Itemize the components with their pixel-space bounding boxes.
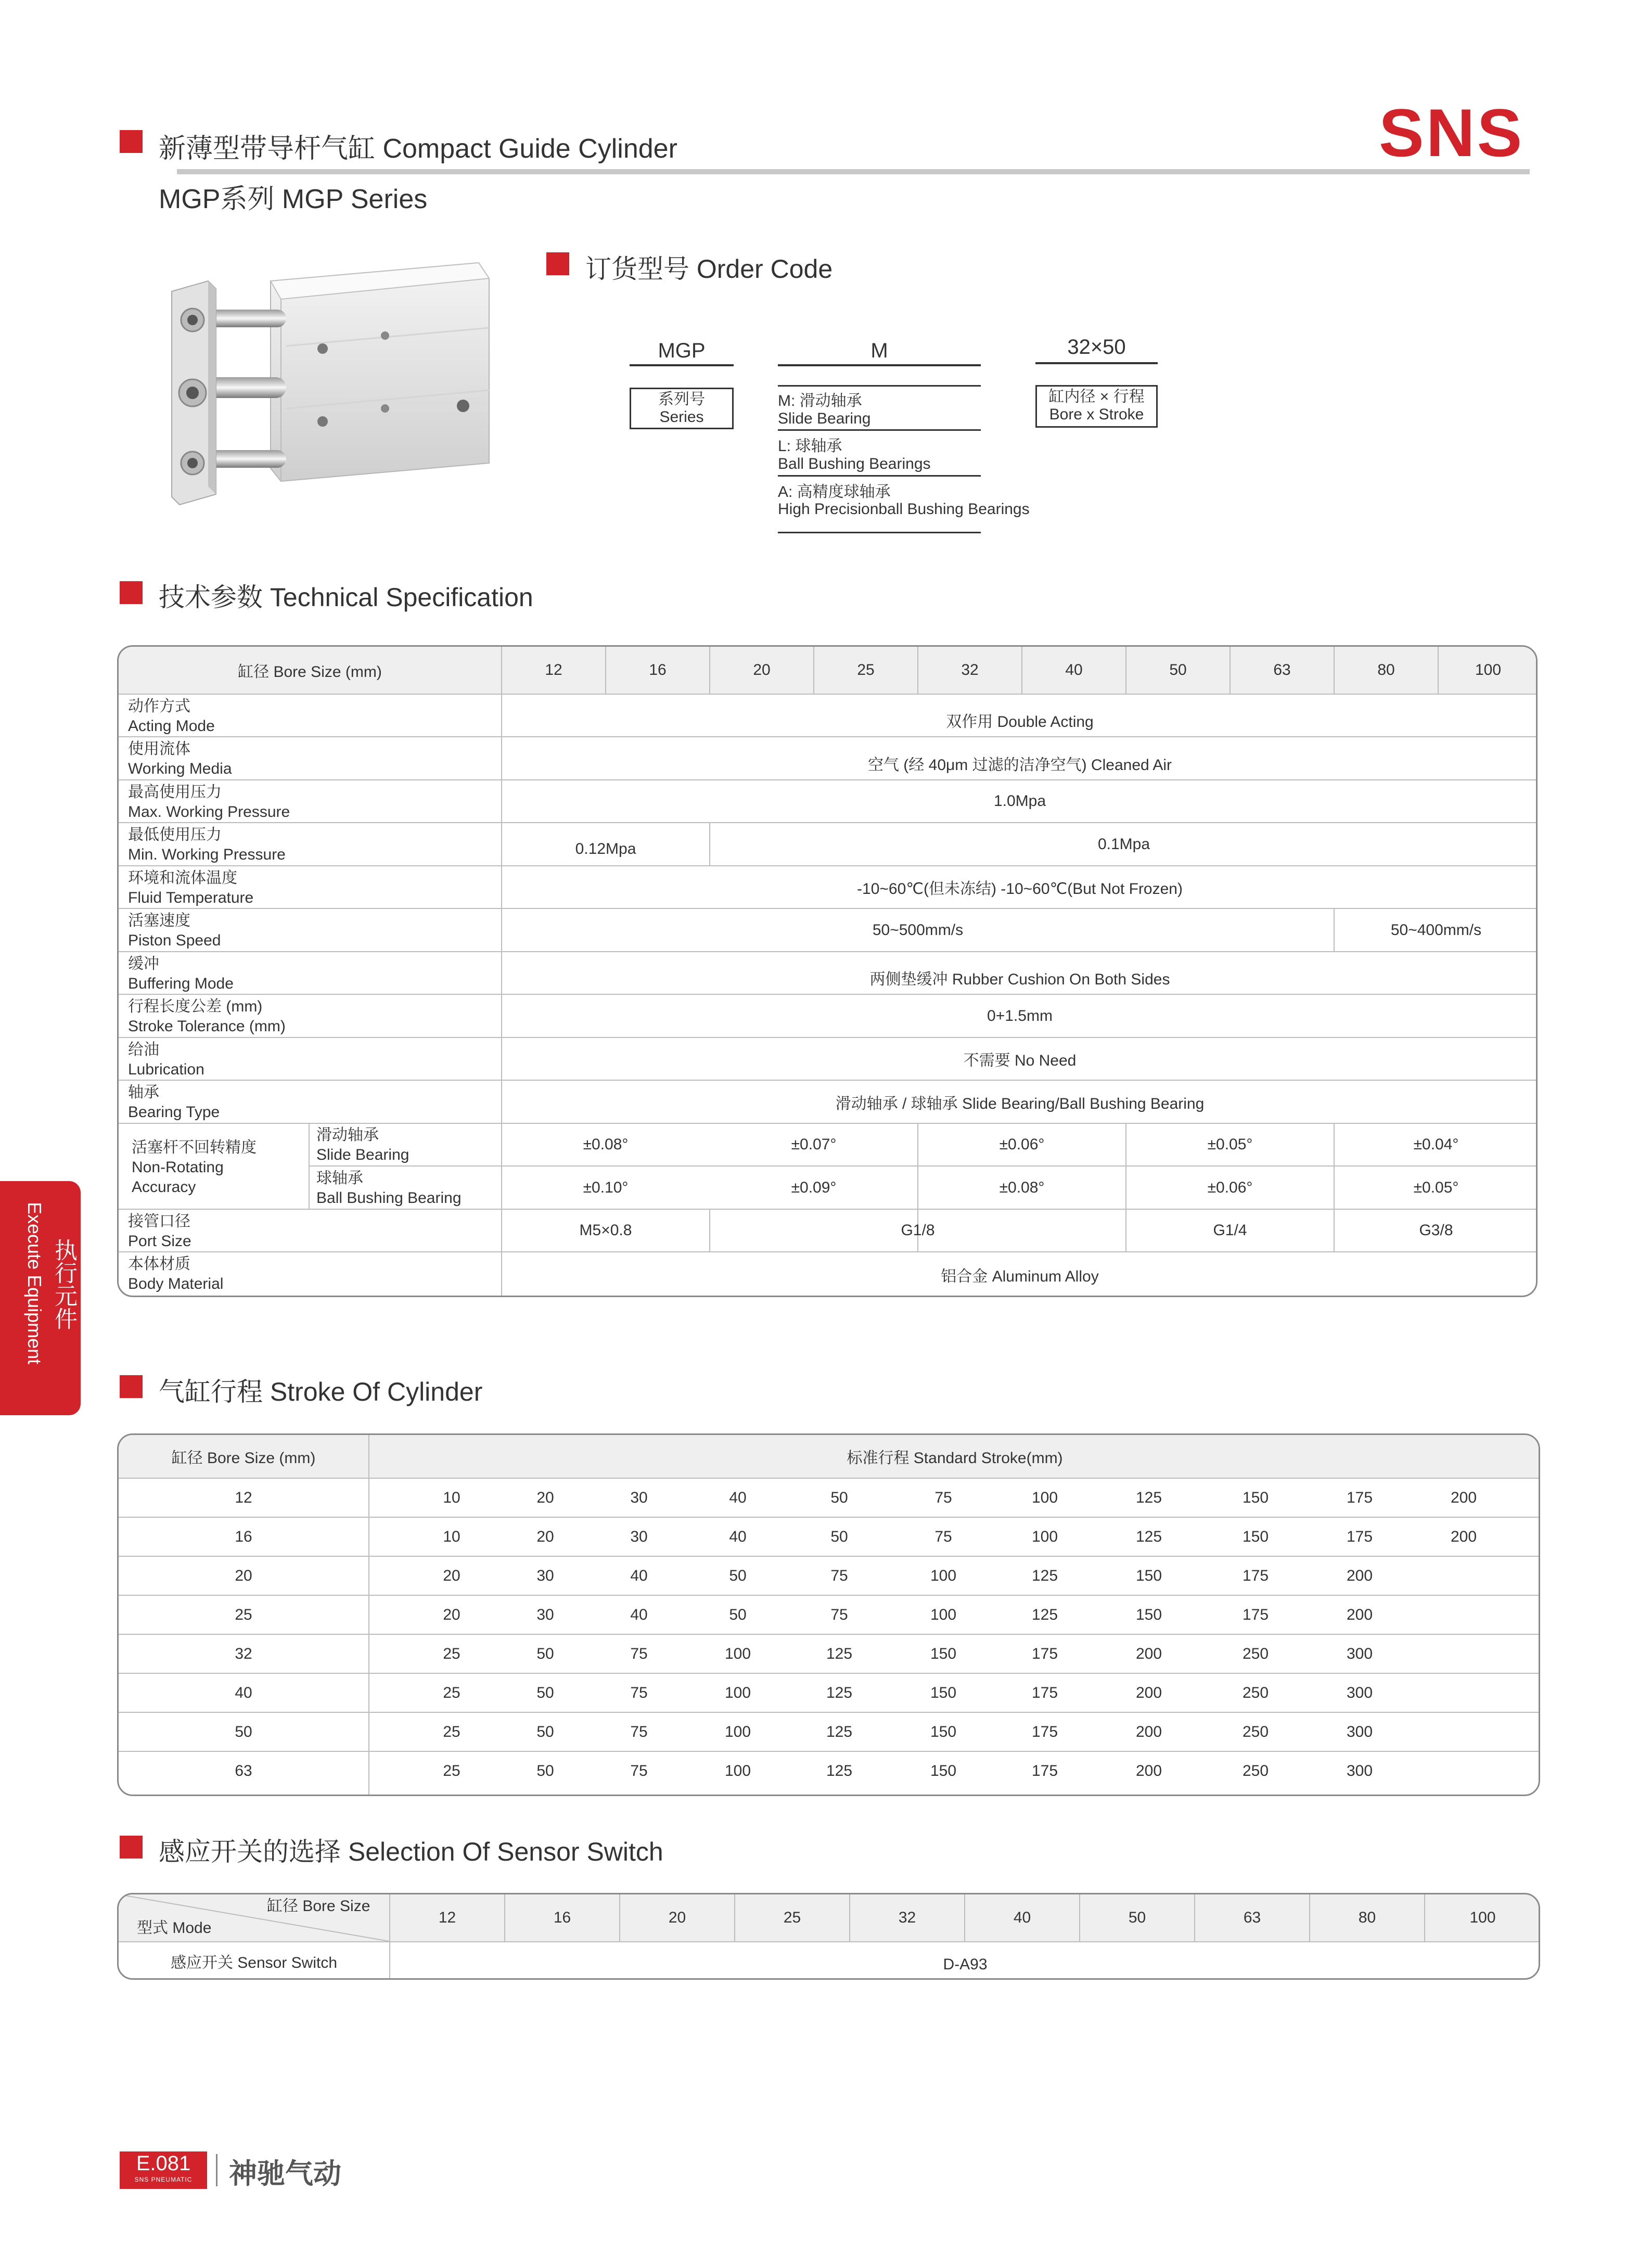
stroke-value-cell xyxy=(1422,1557,1505,1595)
stroke-tolerance-value: 0+1.5mm xyxy=(987,1007,1053,1024)
order-code-underline xyxy=(1035,362,1158,364)
stroke-value-cell: 125 xyxy=(1031,1606,1058,1623)
stroke-value-cell: 100 xyxy=(1031,1528,1058,1545)
stroke-value-cell: 25 xyxy=(443,1645,460,1662)
stroke-value-cell: 20 xyxy=(536,1489,554,1506)
stroke-value-cell: 40 xyxy=(630,1567,648,1584)
stroke-value-cell: 30 xyxy=(630,1528,648,1545)
bore-size-cell: 100 xyxy=(1475,661,1502,678)
stroke-value-cell: 75 xyxy=(934,1528,952,1545)
stroke-value-cell: 125 xyxy=(1135,1489,1162,1506)
grid-line xyxy=(709,647,710,694)
stroke-value-cell: 50 xyxy=(536,1684,554,1701)
working-media-value: 空气 (经 40μm 过滤的洁净空气) Cleaned Air xyxy=(867,756,1172,774)
bore-size-header: 缸径 Bore Size (mm) xyxy=(238,663,382,681)
brand-logo: SNS xyxy=(1379,95,1525,171)
grid-line xyxy=(1309,1894,1310,1941)
footer-brand: 神驰气动 xyxy=(229,2158,341,2189)
stroke-value-cell: 200 xyxy=(1135,1762,1162,1779)
min-pressure-value: 0.1Mpa xyxy=(1097,835,1150,853)
grid-line xyxy=(1125,647,1126,694)
stroke-value-cell: 25 xyxy=(443,1762,460,1779)
temperature-value: -10~60℃(但未冻结) -10~60℃(But Not Frozen) xyxy=(857,880,1183,898)
order-code-underline xyxy=(630,364,734,366)
stroke-bore-cell: 25 xyxy=(235,1606,252,1623)
section-marker-icon xyxy=(120,1836,143,1859)
stroke-value-cell: 75 xyxy=(630,1684,648,1701)
order-code-title: 订货型号 Order Code xyxy=(585,254,833,284)
stroke-value-cell: 150 xyxy=(1242,1489,1269,1506)
stroke-value-cell: 100 xyxy=(724,1684,751,1701)
bore-size-cell: 20 xyxy=(668,1909,686,1926)
stroke-value-cell: 200 xyxy=(1346,1606,1373,1623)
footer-divider xyxy=(216,2154,217,2186)
section-marker-icon xyxy=(546,252,569,275)
stroke-value-cell xyxy=(1422,1752,1505,1790)
port-size-cell: G3/8 xyxy=(1419,1222,1453,1239)
grid-line xyxy=(605,647,606,694)
section-marker-icon xyxy=(120,130,143,153)
row-label-cn: 轴承 xyxy=(128,1084,159,1101)
slide-accuracy-cell: ±0.07° xyxy=(791,1136,837,1153)
stroke-value-cell: 175 xyxy=(1346,1489,1373,1506)
stroke-value-cell: 125 xyxy=(1135,1528,1162,1545)
bore-size-cell: 16 xyxy=(649,661,667,678)
stroke-value-cell: 50 xyxy=(830,1528,848,1545)
bore-size-cell: 50 xyxy=(1128,1909,1146,1926)
order-code-underline xyxy=(778,364,981,366)
stroke-title: 气缸行程 Stroke Of Cylinder xyxy=(159,1377,483,1406)
stroke-value-cell: 200 xyxy=(1346,1567,1373,1584)
grid-line xyxy=(309,1123,310,1209)
stroke-value-cell: 30 xyxy=(536,1606,554,1623)
ball-accuracy-cell: ±0.10° xyxy=(583,1178,629,1196)
size-label-en: Bore x Stroke xyxy=(1049,406,1144,423)
bore-size-cell: 100 xyxy=(1469,1909,1496,1926)
stroke-value-cell: 75 xyxy=(630,1645,648,1662)
stroke-value-cell: 50 xyxy=(729,1606,747,1623)
grid-line xyxy=(849,1894,850,1941)
stroke-value-cell: 30 xyxy=(630,1489,648,1506)
row-label-en: Buffering Mode xyxy=(128,975,234,992)
stroke-value-cell: 150 xyxy=(930,1723,957,1740)
option-divider xyxy=(778,532,981,533)
stroke-bore-cell: 20 xyxy=(235,1567,252,1584)
bore-size-cell: 63 xyxy=(1273,661,1291,678)
grid-line xyxy=(1194,1894,1195,1941)
option-divider xyxy=(778,429,981,431)
row-label-cn: 本体材质 xyxy=(128,1255,190,1273)
stroke-value-cell: 150 xyxy=(930,1645,957,1662)
stroke-value-cell: 75 xyxy=(830,1606,848,1623)
section-marker-icon xyxy=(120,581,143,604)
page-number-box xyxy=(120,2151,207,2189)
stroke-value-cell: 175 xyxy=(1031,1762,1058,1779)
bore-size-cell: 40 xyxy=(1065,661,1083,678)
port-size-cell: G1/8 xyxy=(901,1222,935,1239)
bore-size-cell: 12 xyxy=(438,1909,456,1926)
stroke-value-cell: 125 xyxy=(826,1645,853,1662)
stroke-bore-cell: 16 xyxy=(235,1528,252,1545)
stroke-value-cell: 75 xyxy=(630,1723,648,1740)
stroke-table xyxy=(117,1433,1540,1796)
side-category-tab xyxy=(0,1181,81,1415)
row-label-cn: 环境和流体温度 xyxy=(128,869,237,887)
stroke-value-cell: 10 xyxy=(443,1528,460,1545)
row-label-en: Max. Working Pressure xyxy=(128,803,290,821)
sensor-title: 感应开关的选择 Selection Of Sensor Switch xyxy=(159,1837,663,1866)
stroke-value-cell: 150 xyxy=(1242,1528,1269,1545)
row-label-en: Non-Rotating xyxy=(132,1159,224,1176)
series-label-en: Series xyxy=(659,408,704,426)
stroke-value-cell: 250 xyxy=(1242,1645,1269,1662)
stroke-value-cell: 100 xyxy=(724,1645,751,1662)
body-material-value: 铝合金 Aluminum Alloy xyxy=(941,1268,1099,1285)
stroke-bore-cell: 63 xyxy=(235,1762,252,1779)
bearing-type-value: 滑动轴承 / 球轴承 Slide Bearing/Ball Bushing Bearing xyxy=(835,1095,1205,1112)
grid-line xyxy=(917,647,918,694)
row-label-cn: 给油 xyxy=(128,1041,159,1058)
stroke-value-cell: 150 xyxy=(1135,1606,1162,1623)
stroke-value-cell: 250 xyxy=(1242,1723,1269,1740)
min-pressure-value: 0.12Mpa xyxy=(575,840,636,857)
stroke-bore-cell: 40 xyxy=(235,1684,252,1701)
sub-label-cn: 球轴承 xyxy=(316,1170,363,1187)
row-label-cn: 动作方式 xyxy=(128,698,190,715)
bearing-option: A: 高精度球轴承 xyxy=(778,483,891,501)
stroke-value-cell xyxy=(1422,1635,1505,1673)
stroke-value-cell: 20 xyxy=(443,1606,460,1623)
stroke-value-cell: 175 xyxy=(1031,1684,1058,1701)
slide-accuracy-cell: ±0.06° xyxy=(999,1136,1045,1153)
stroke-value-cell: 10 xyxy=(443,1489,460,1506)
bore-size-cell: 32 xyxy=(961,661,979,678)
row-label-cn: 行程长度公差 (mm) xyxy=(128,998,263,1015)
stroke-value-cell: 200 xyxy=(1450,1489,1477,1506)
tech-spec-title: 技术参数 Technical Specification xyxy=(159,583,533,612)
row-label-en: Bearing Type xyxy=(128,1104,220,1121)
slide-accuracy-cell: ±0.08° xyxy=(583,1136,629,1153)
stroke-value-cell: 150 xyxy=(1135,1567,1162,1584)
grid-line xyxy=(1230,647,1231,694)
stroke-value-cell: 100 xyxy=(930,1606,957,1623)
port-size-cell: G1/4 xyxy=(1213,1222,1247,1239)
grid-line xyxy=(1079,1894,1080,1941)
page-title: 新薄型带导杆气缸 Compact Guide Cylinder xyxy=(159,134,677,164)
order-code-size-box xyxy=(1035,385,1158,428)
stroke-value-cell: 300 xyxy=(1346,1684,1373,1701)
ball-accuracy-cell: ±0.06° xyxy=(1207,1178,1253,1196)
stroke-value-cell: 200 xyxy=(1135,1684,1162,1701)
section-marker-icon xyxy=(120,1375,143,1398)
stroke-value-cell: 200 xyxy=(1135,1645,1162,1662)
stroke-value-cell: 200 xyxy=(1135,1723,1162,1740)
stroke-value-cell: 175 xyxy=(1346,1528,1373,1545)
standard-stroke-header: 标准行程 Standard Stroke(mm) xyxy=(847,1450,1063,1467)
stroke-value-cell: 20 xyxy=(443,1567,460,1584)
stroke-value-cell xyxy=(1422,1674,1505,1712)
bore-size-cell: 25 xyxy=(783,1909,801,1926)
stroke-value-cell: 125 xyxy=(826,1762,853,1779)
bore-size-cell: 50 xyxy=(1169,661,1187,678)
bore-size-cell: 25 xyxy=(857,661,875,678)
stroke-value-cell: 50 xyxy=(830,1489,848,1506)
bore-size-header: 缸径 Bore Size (mm) xyxy=(171,1450,316,1467)
max-pressure-value: 1.0Mpa xyxy=(993,792,1046,810)
bore-size-cell: 20 xyxy=(753,661,771,678)
mode-header: 型式 Mode xyxy=(137,1919,212,1937)
bearing-option: M: 滑动轴承 xyxy=(778,392,862,409)
row-label-cn: 活塞杆不回转精度 xyxy=(132,1139,257,1156)
grid-line xyxy=(964,1894,965,1941)
stroke-value-cell: 300 xyxy=(1346,1645,1373,1662)
sensor-switch-value: D-A93 xyxy=(943,1956,988,1973)
stroke-value-cell xyxy=(1422,1713,1505,1751)
bearing-option: Slide Bearing xyxy=(778,410,871,427)
slide-accuracy-cell: ±0.05° xyxy=(1207,1136,1253,1153)
series-label-cn: 系列号 xyxy=(658,391,705,408)
bore-size-cell: 80 xyxy=(1358,1909,1376,1926)
ball-accuracy-cell: ±0.05° xyxy=(1413,1178,1459,1196)
tech-spec-table xyxy=(117,645,1538,1297)
page-subtitle: MGP系列 MGP Series xyxy=(159,184,428,214)
order-code-size: 32×50 xyxy=(1067,336,1126,358)
stroke-value-cell: 30 xyxy=(536,1567,554,1584)
stroke-value-cell: 50 xyxy=(536,1645,554,1662)
row-label-cn: 缓冲 xyxy=(128,955,159,972)
bearing-option: L: 球轴承 xyxy=(778,438,842,455)
stroke-value-cell: 40 xyxy=(729,1489,747,1506)
stroke-value-cell: 150 xyxy=(930,1762,957,1779)
stroke-value-cell: 100 xyxy=(724,1762,751,1779)
option-divider xyxy=(778,475,981,477)
grid-line xyxy=(734,1894,735,1941)
stroke-value-cell: 300 xyxy=(1346,1723,1373,1740)
stroke-value-cell: 200 xyxy=(1450,1528,1477,1545)
ball-accuracy-cell: ±0.08° xyxy=(999,1178,1045,1196)
sensor-table xyxy=(117,1893,1540,1980)
order-code-series-box xyxy=(630,388,734,429)
grid-line xyxy=(813,647,814,694)
stroke-value-cell: 75 xyxy=(934,1489,952,1506)
piston-speed-value: 50~500mm/s xyxy=(872,921,964,939)
grid-line xyxy=(1021,647,1022,694)
page-number-sub: SNS PNEUMATIC xyxy=(134,2176,193,2183)
bore-size-cell: 16 xyxy=(553,1909,571,1926)
stroke-value-cell: 250 xyxy=(1242,1762,1269,1779)
grid-line xyxy=(1424,1894,1425,1941)
row-label-en: Body Material xyxy=(128,1275,224,1292)
stroke-value-cell: 75 xyxy=(830,1567,848,1584)
stroke-value-cell: 125 xyxy=(1031,1567,1058,1584)
size-label-cn: 缸内径 × 行程 xyxy=(1048,388,1145,405)
row-label-cn: 最高使用压力 xyxy=(128,784,222,801)
grid-line xyxy=(1438,647,1439,694)
stroke-value-cell: 175 xyxy=(1031,1723,1058,1740)
row-label-en: Acting Mode xyxy=(128,718,215,735)
stroke-value-cell: 300 xyxy=(1346,1762,1373,1779)
row-label-en: Lubrication xyxy=(128,1061,204,1078)
sub-label-en: Slide Bearing xyxy=(316,1146,409,1163)
grid-line xyxy=(504,1894,505,1941)
row-label-en: Min. Working Pressure xyxy=(128,846,286,863)
stroke-value-cell: 50 xyxy=(536,1723,554,1740)
stroke-value-cell: 25 xyxy=(443,1684,460,1701)
grid-line xyxy=(368,1435,369,1796)
page-number: E.081 xyxy=(136,2152,191,2175)
row-label-en: Accuracy xyxy=(132,1178,196,1196)
ball-accuracy-cell: ±0.09° xyxy=(791,1178,837,1196)
stroke-value-cell: 40 xyxy=(729,1528,747,1545)
buffering-value: 两侧垫缓冲 Rubber Cushion On Both Sides xyxy=(869,971,1170,988)
stroke-bore-cell: 12 xyxy=(235,1489,252,1506)
order-code-series: MGP xyxy=(658,339,706,362)
row-label-cn: 活塞速度 xyxy=(128,912,190,929)
stroke-bore-cell: 50 xyxy=(235,1723,252,1740)
stroke-value-cell: 25 xyxy=(443,1723,460,1740)
stroke-value-cell: 50 xyxy=(536,1762,554,1779)
header-divider xyxy=(177,169,1530,174)
stroke-value-cell: 100 xyxy=(724,1723,751,1740)
sensor-row-label: 感应开关 Sensor Switch xyxy=(170,1954,338,1971)
grid-line xyxy=(1334,647,1335,694)
stroke-value-cell: 125 xyxy=(826,1723,853,1740)
acting-mode-value: 双作用 Double Acting xyxy=(946,713,1094,731)
stroke-value-cell: 20 xyxy=(536,1528,554,1545)
stroke-value-cell: 175 xyxy=(1242,1606,1269,1623)
side-tab-cn: 执行元件 xyxy=(51,1238,76,1330)
stroke-value-cell: 175 xyxy=(1031,1645,1058,1662)
slide-accuracy-cell: ±0.04° xyxy=(1413,1136,1459,1153)
stroke-value-cell: 250 xyxy=(1242,1684,1269,1701)
row-label-en: Fluid Temperature xyxy=(128,889,254,906)
stroke-value-cell: 150 xyxy=(930,1684,957,1701)
bore-size-header: 缸径 Bore Size xyxy=(267,1898,370,1915)
bore-size-cell: 80 xyxy=(1377,661,1395,678)
stroke-value-cell: 50 xyxy=(729,1567,747,1584)
stroke-value-cell: 100 xyxy=(1031,1489,1058,1506)
stroke-value-cell xyxy=(1422,1596,1505,1634)
stroke-value-cell: 75 xyxy=(630,1762,648,1779)
bore-size-cell: 63 xyxy=(1243,1909,1261,1926)
row-label-en: Port Size xyxy=(128,1233,191,1250)
stroke-value-cell: 125 xyxy=(826,1684,853,1701)
row-label-en: Piston Speed xyxy=(128,932,221,949)
sub-label-cn: 滑动轴承 xyxy=(316,1126,379,1144)
bore-size-cell: 12 xyxy=(545,661,562,678)
grid-line xyxy=(619,1894,620,1941)
product-image xyxy=(156,250,510,510)
piston-speed-value: 50~400mm/s xyxy=(1390,921,1482,939)
row-label-cn: 最低使用压力 xyxy=(128,826,222,843)
row-label-cn: 接管口径 xyxy=(128,1213,190,1230)
row-label-en: Working Media xyxy=(128,760,232,777)
bore-size-cell: 40 xyxy=(1013,1909,1031,1926)
stroke-value-cell: 40 xyxy=(630,1606,648,1623)
bearing-option: Ball Bushing Bearings xyxy=(778,455,931,472)
port-size-cell: M5×0.8 xyxy=(579,1222,632,1239)
side-tab-en: Execute Equipment xyxy=(24,1202,45,1365)
lubrication-value: 不需要 No Need xyxy=(963,1052,1077,1069)
bearing-option: High Precisionball Bushing Bearings xyxy=(778,501,1030,518)
bore-size-cell: 32 xyxy=(898,1909,916,1926)
row-label-en: Stroke Tolerance (mm) xyxy=(128,1018,286,1035)
stroke-value-cell: 100 xyxy=(930,1567,957,1584)
option-divider xyxy=(778,385,981,387)
sub-label-en: Ball Bushing Bearing xyxy=(316,1189,462,1207)
stroke-value-cell: 175 xyxy=(1242,1567,1269,1584)
order-code-bearing: M xyxy=(870,339,888,362)
stroke-bore-cell: 32 xyxy=(235,1645,252,1662)
row-label-cn: 使用流体 xyxy=(128,740,190,758)
